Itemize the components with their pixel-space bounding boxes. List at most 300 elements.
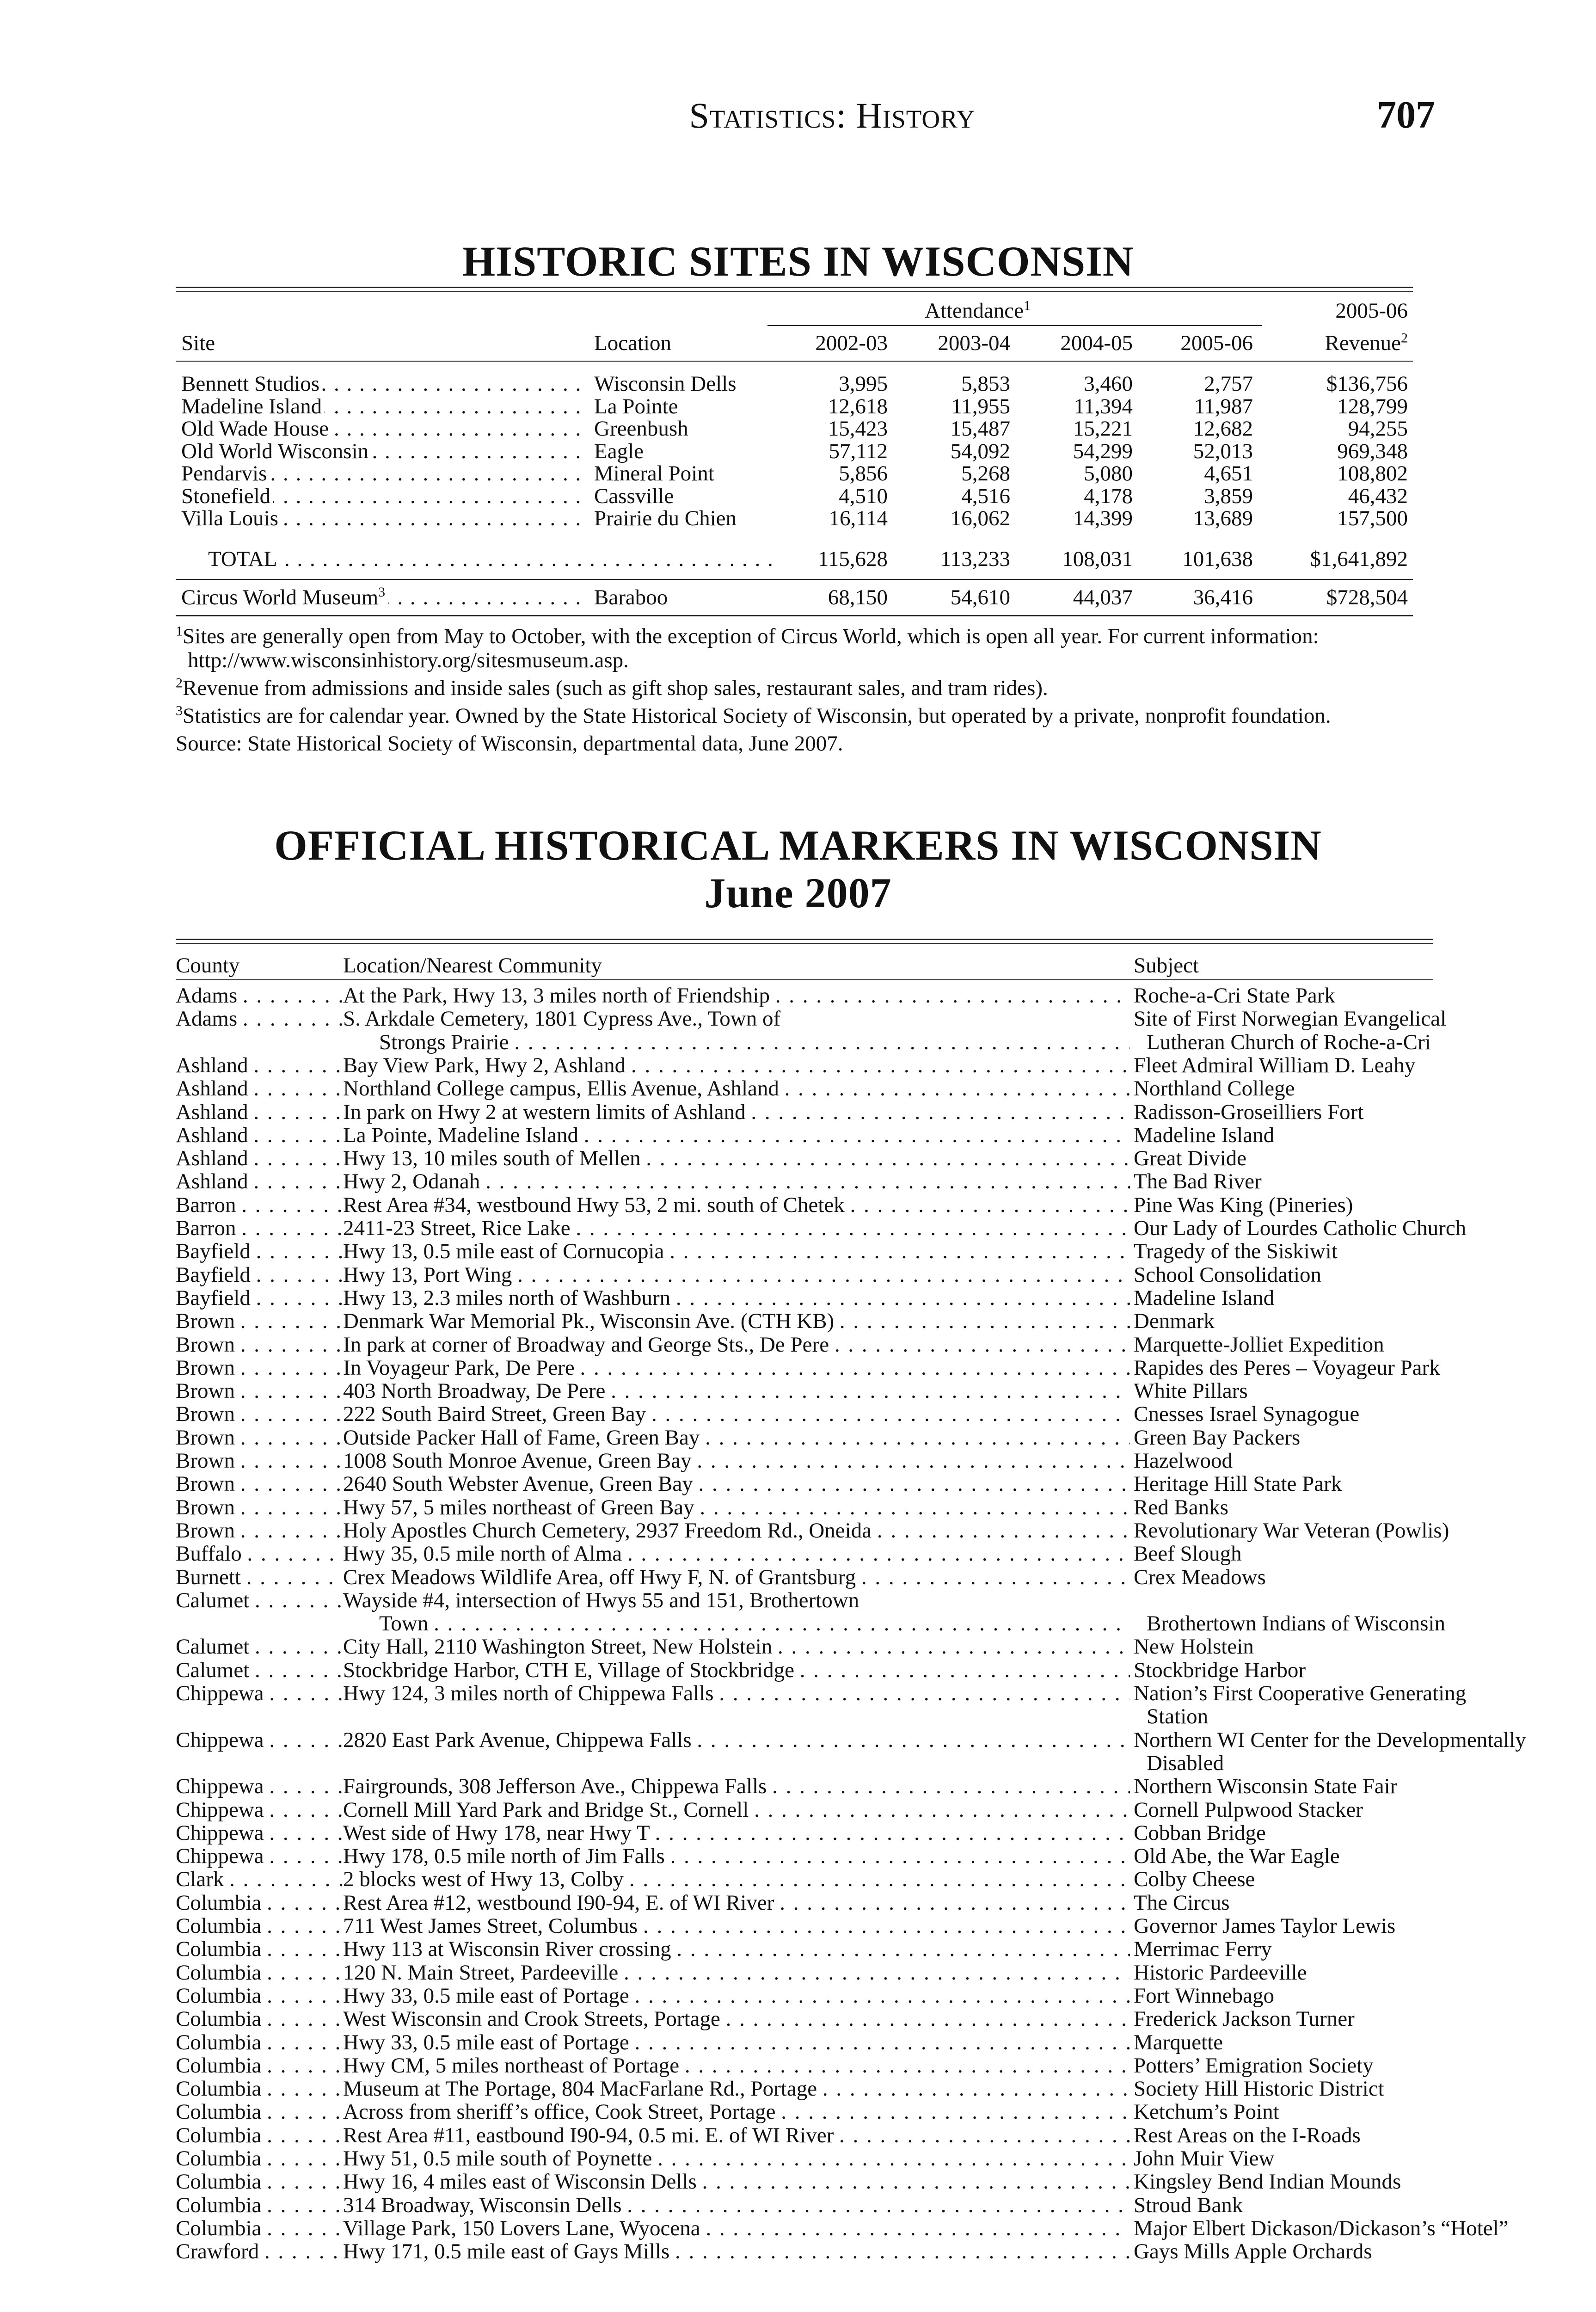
footnote-text: Revenue from admissions and inside sales (such as gift shop sales, restaurant sales, and tram rides).	[183, 676, 1048, 700]
attendance-value: 113,233	[940, 547, 1010, 571]
marker-location-text: 314 Broadway, Wisconsin Dells	[343, 2193, 627, 2217]
marker-county	[176, 1124, 342, 1147]
attendance-value: 52,013	[1193, 439, 1253, 463]
marker-subject: Merrimac Ferry	[1134, 1937, 1272, 1962]
marker-row	[176, 1891, 1433, 1914]
marker-county-text: Bayfield	[176, 1263, 256, 1286]
markers-subtitle: June 2007	[704, 869, 892, 916]
revenue-value: $728,504	[1326, 585, 1408, 609]
marker-row	[176, 1379, 1433, 1402]
attendance-value: 54,610	[950, 585, 1010, 609]
marker-location-text: West Wisconsin and Crook Streets, Portage	[343, 2007, 726, 2031]
marker-county-text: Ashland	[176, 1077, 254, 1101]
marker-location	[343, 1798, 1130, 1821]
footnote	[176, 676, 1433, 700]
site-name	[181, 485, 588, 507]
marker-location	[343, 1519, 1130, 1542]
year-header-2004-05: 2004-05	[1060, 331, 1133, 355]
markers-top-rule-2	[176, 943, 1433, 944]
marker-county	[176, 1333, 342, 1356]
marker-county-text: Bayfield	[176, 1240, 256, 1263]
attendance-value: 44,037	[1073, 585, 1133, 609]
col-site-header: Site	[181, 331, 215, 355]
col-subject-header: Subject	[1134, 953, 1199, 978]
marker-county	[176, 2194, 342, 2217]
marker-location-text: Hwy 171, 0.5 mile east of Gays Mills	[343, 2240, 675, 2263]
marker-county	[176, 1868, 342, 1891]
marker-location-text: 2820 East Park Avenue, Chippewa Falls	[343, 1728, 697, 1752]
marker-row	[176, 1472, 1433, 1495]
marker-row	[176, 1961, 1433, 1984]
marker-row	[176, 2147, 1433, 2170]
attendance-value: 101,638	[1182, 547, 1253, 571]
marker-row	[176, 1147, 1433, 1170]
revenue-value: $1,641,892	[1310, 547, 1408, 571]
marker-location-continued-text: Town	[379, 1612, 434, 1636]
marker-county	[176, 1845, 342, 1868]
marker-row	[176, 1216, 1467, 1240]
marker-county	[176, 1007, 342, 1030]
marker-location-text: 2411-23 Street, Rice Lake	[343, 1217, 576, 1240]
markers-header-row	[176, 954, 1433, 977]
marker-location	[343, 2100, 1130, 2123]
marker-row	[176, 2031, 1433, 2054]
marker-subject: Denmark	[1134, 1309, 1215, 1334]
marker-county-text: Chippewa	[176, 1845, 270, 1868]
site-name-text: Circus World Museum$^3$	[181, 586, 388, 609]
marker-row	[176, 1310, 1433, 1333]
year-header-2005-06: 2005-06	[1180, 331, 1253, 355]
attendance-value: 36,416	[1193, 585, 1253, 609]
marker-subject-continued: Brothertown Indians of Wisconsin	[1147, 1611, 1446, 1636]
marker-location-text: Hwy 124, 3 miles north of Chippewa Falls	[343, 1682, 719, 1705]
marker-county-text: Columbia	[176, 2216, 267, 2240]
marker-county-text: Columbia	[176, 2170, 267, 2194]
attendance-value: 15,423	[828, 417, 888, 441]
marker-location	[343, 1496, 1130, 1519]
marker-location	[343, 1937, 1130, 1961]
site-name	[181, 373, 588, 395]
attendance-value: 54,299	[1073, 439, 1133, 463]
marker-county-text: Barron	[176, 1193, 242, 1217]
col-county-header: County	[176, 954, 240, 977]
marker-row	[176, 984, 1433, 1007]
marker-location	[343, 1379, 1130, 1402]
marker-location-text: Wayside #4, intersection of Hwys 55 and 151, Brothertown	[343, 1588, 859, 1612]
marker-location	[343, 1240, 1130, 1263]
marker-row	[176, 1426, 1433, 1449]
marker-location	[343, 1775, 1130, 1798]
marker-county	[176, 1775, 342, 1798]
marker-row	[176, 2077, 1433, 2100]
marker-row-continued	[176, 1705, 1433, 1728]
marker-county-text: Ashland	[176, 1100, 254, 1124]
marker-county-text: Calumet	[176, 1635, 255, 1659]
marker-county	[176, 1891, 342, 1914]
marker-subject: John Muir View	[1134, 2146, 1275, 2171]
attendance-value: 14,399	[1073, 506, 1133, 530]
marker-location	[343, 1402, 1130, 1426]
marker-county-text: Brown	[176, 1333, 240, 1356]
site-name	[181, 418, 588, 440]
marker-row	[176, 1937, 1433, 1961]
marker-location	[343, 1845, 1130, 1868]
marker-row	[176, 1007, 1447, 1031]
marker-county	[176, 1263, 342, 1286]
marker-row	[176, 2194, 1433, 2217]
marker-location	[343, 2194, 1130, 2217]
marker-subject: Stockbridge Harbor	[1134, 1658, 1306, 1682]
marker-row	[176, 1728, 1526, 1752]
marker-subject: Fort Winnebago	[1134, 1983, 1275, 2008]
marker-row	[176, 1333, 1433, 1356]
marker-row	[176, 1077, 1433, 1100]
marker-location-text: Hwy 13, 2.3 miles north of Washburn	[343, 1286, 676, 1310]
marker-location-text: 403 North Broadway, De Pere	[343, 1379, 611, 1403]
marker-location	[343, 1007, 1130, 1030]
revenue-label: Revenue	[1325, 331, 1401, 355]
marker-county-text: Columbia	[176, 2007, 267, 2031]
marker-county	[176, 2124, 342, 2147]
marker-county-text: Crawford	[176, 2240, 264, 2263]
marker-county-text: Bayfield	[176, 1286, 256, 1310]
marker-county	[176, 1519, 342, 1542]
marker-subject: Cornell Pulpwood Stacker	[1134, 1797, 1363, 1822]
marker-location-text: In Voyageur Park, De Pere	[343, 1356, 580, 1379]
revenue-value: 157,500	[1337, 506, 1408, 530]
marker-location	[343, 1124, 1130, 1147]
marker-location-text: Hwy 13, 10 miles south of Mellen	[343, 1147, 646, 1170]
marker-location	[343, 1170, 1130, 1193]
attendance-value: 3,460	[1084, 372, 1133, 396]
marker-subject: Heritage Hill State Park	[1134, 1472, 1342, 1496]
marker-location-text: Hwy 2, Odanah	[343, 1170, 486, 1193]
revenue-value: 94,255	[1348, 417, 1408, 441]
marker-county-text: Chippewa	[176, 1798, 270, 1821]
marker-location-text: Holy Apostles Church Cemetery, 2937 Freedom Rd., Oneida	[343, 1519, 877, 1542]
marker-subject: Great Divide	[1134, 1146, 1247, 1171]
attendance-value: 4,651	[1204, 461, 1253, 486]
marker-row-continued	[176, 1752, 1433, 1775]
marker-county	[176, 1379, 342, 1402]
site-name	[181, 462, 588, 485]
marker-location-text: Hwy 33, 0.5 mile east of Portage	[343, 2030, 635, 2054]
marker-county-text: Buffalo	[176, 1542, 247, 1566]
marker-subject: Colby Cheese	[1134, 1867, 1255, 1892]
marker-location	[343, 1589, 1130, 1612]
year-header-2002-03: 2002-03	[815, 331, 888, 355]
marker-subject-continued: Lutheran Church of Roche-a-Cri	[1147, 1030, 1431, 1054]
marker-county-text: Columbia	[176, 2193, 267, 2217]
marker-location	[343, 2147, 1130, 2170]
marker-county-text: Columbia	[176, 2077, 267, 2101]
marker-location-text: La Pointe, Madeline Island	[343, 1123, 584, 1147]
marker-subject: Ketchum’s Point	[1134, 2100, 1279, 2124]
marker-subject: School Consolidation	[1134, 1262, 1322, 1287]
marker-subject: Rapides des Peres – Voyageur Park	[1134, 1355, 1440, 1380]
marker-subject: Roche-a-Cri State Park	[1134, 984, 1335, 1008]
marker-subject: The Bad River	[1134, 1169, 1262, 1194]
marker-row	[176, 1170, 1433, 1193]
marker-location	[343, 1449, 1130, 1472]
marker-location	[343, 1728, 1130, 1752]
marker-county	[176, 1286, 342, 1310]
revenue-value: 969,348	[1337, 439, 1408, 463]
marker-row	[176, 1193, 1433, 1217]
marker-row	[176, 2170, 1433, 2193]
marker-location-continued	[379, 1031, 1130, 1054]
marker-subject: Madeline Island	[1134, 1285, 1275, 1310]
attendance-value: 54,092	[950, 439, 1010, 463]
marker-location-text: Stockbridge Harbor, CTH E, Village of Stockbridge	[343, 1658, 800, 1682]
marker-row	[176, 1355, 1440, 1380]
attendance-header	[925, 300, 1031, 322]
marker-location-text: Hwy 113 at Wisconsin River crossing	[343, 1937, 677, 1961]
marker-county-text: Chippewa	[176, 1682, 270, 1705]
col-location-header: Location/Nearest Community	[343, 954, 602, 977]
marker-location	[343, 2077, 1130, 2100]
marker-location-text: Hwy 16, 4 miles east of Wisconsin Dells	[343, 2170, 702, 2194]
revenue-value: 46,432	[1348, 484, 1408, 508]
marker-location-text: Museum at The Portage, 804 MacFarlane Rd., Portage	[343, 2077, 823, 2101]
marker-row	[176, 1589, 1433, 1612]
marker-subject: Radisson-Groseilliers Fort	[1134, 1100, 1364, 1124]
marker-location	[343, 1961, 1130, 1984]
marker-subject: Tragedy of the Siskiwit	[1134, 1239, 1338, 1264]
marker-subject: Red Banks	[1134, 1495, 1228, 1519]
marker-row	[176, 1240, 1433, 1263]
marker-county	[176, 1589, 342, 1612]
marker-location-text: In park at corner of Broadway and George Sts., De Pere	[343, 1333, 835, 1356]
marker-location	[343, 2054, 1130, 2077]
marker-county-text: Columbia	[176, 2123, 267, 2147]
footnote-mark: 1	[176, 623, 183, 639]
attendance-label: Attendance	[925, 299, 1024, 323]
marker-county	[176, 984, 342, 1007]
marker-county	[176, 1147, 342, 1170]
marker-county-text: Clark	[176, 1868, 230, 1891]
marker-location	[343, 1472, 1130, 1495]
attendance-value: 15,487	[950, 417, 1010, 441]
marker-location-text: West side of Hwy 178, near Hwy T	[343, 1821, 655, 1845]
footnote-text: Statistics are for calendar year. Owned by the State Historical Society of Wisconsin, but operated by a private, nonprofit foundation.	[183, 704, 1331, 728]
marker-location-text: Hwy 35, 0.5 mile north of Alma	[343, 1542, 627, 1566]
site-location: Wisconsin Dells	[594, 372, 737, 396]
marker-row	[176, 1845, 1433, 1868]
marker-row	[176, 1868, 1433, 1891]
header-rule	[176, 361, 1413, 362]
marker-subject: Cnesses Israel Synagogue	[1134, 1402, 1360, 1427]
marker-location-text: Across from sheriff’s office, Cook Street, Portage	[343, 2100, 781, 2124]
site-name	[181, 507, 588, 529]
site-location: La Pointe	[594, 394, 678, 418]
marker-row	[176, 2124, 1433, 2147]
marker-county	[176, 2240, 342, 2263]
marker-county-text: Brown	[176, 1449, 240, 1472]
marker-county-text: Brown	[176, 1310, 240, 1333]
marker-county-text: Brown	[176, 1379, 240, 1403]
marker-row	[176, 1984, 1433, 2007]
marker-subject: Northland College	[1134, 1076, 1295, 1101]
marker-county-text: Columbia	[176, 1937, 267, 1961]
attendance-rule	[767, 325, 1262, 326]
source-note: Source: State Historical Society of Wisconsin, departmental data, June 2007.	[176, 732, 843, 756]
attendance-value: 5,268	[961, 461, 1010, 486]
marker-county-text: Columbia	[176, 2054, 267, 2077]
marker-county-text: Columbia	[176, 1914, 267, 1937]
marker-location-text: Hwy CM, 5 miles northeast of Portage	[343, 2054, 685, 2077]
marker-location-text: Hwy 57, 5 miles northeast of Green Bay	[343, 1495, 700, 1519]
marker-location	[343, 984, 1130, 1007]
marker-location	[343, 2031, 1130, 2054]
revenue-header	[1288, 332, 1408, 354]
marker-location	[343, 1635, 1130, 1658]
attendance-value: 68,150	[828, 585, 888, 609]
attendance-value: 4,510	[839, 484, 888, 508]
marker-location	[343, 1333, 1130, 1356]
attendance-value: 108,031	[1062, 547, 1133, 571]
attendance-value: 5,080	[1084, 461, 1133, 486]
historic-sites-title: HISTORIC SITES IN WISCONSIN	[462, 238, 1134, 285]
marker-location	[343, 1054, 1130, 1077]
marker-location	[343, 1984, 1130, 2007]
marker-subject: Fleet Admiral William D. Leahy	[1134, 1053, 1416, 1077]
marker-row	[176, 1775, 1433, 1798]
marker-row	[176, 1054, 1433, 1077]
marker-subject: Kingsley Bend Indian Mounds	[1134, 2170, 1401, 2194]
marker-row	[176, 1496, 1433, 1519]
marker-county	[176, 1542, 342, 1565]
year-header-2003-04: 2003-04	[938, 331, 1010, 355]
site-location: Cassville	[594, 484, 674, 508]
marker-county	[176, 1984, 342, 2007]
marker-county	[176, 1054, 342, 1077]
marker-row	[176, 2007, 1433, 2030]
attendance-value: 3,995	[839, 372, 888, 396]
site-name	[181, 395, 588, 418]
footnote	[176, 624, 1433, 672]
marker-county-text: Brown	[176, 1495, 240, 1519]
marker-county	[176, 1310, 342, 1333]
attendance-value: 16,114	[829, 506, 888, 530]
revenue-value: 128,799	[1337, 394, 1408, 418]
page-number: 707	[1377, 93, 1435, 136]
marker-row	[176, 1659, 1433, 1682]
attendance-value: 12,682	[1193, 417, 1253, 441]
attendance-value: 4,178	[1084, 484, 1133, 508]
marker-subject: Nation’s First Cooperative Generating	[1134, 1681, 1467, 1705]
marker-county-text: Chippewa	[176, 1821, 270, 1845]
marker-location	[343, 1914, 1130, 1937]
marker-county	[176, 2077, 342, 2100]
marker-county-text: Chippewa	[176, 1775, 270, 1798]
marker-county-text: Burnett	[176, 1565, 246, 1589]
marker-row	[176, 1542, 1433, 1565]
marker-row	[176, 1518, 1449, 1543]
marker-subject: Our Lady of Lourdes Catholic Church	[1134, 1216, 1467, 1240]
site-name-text: Old World Wisconsin	[181, 440, 371, 462]
marker-county	[176, 1449, 342, 1472]
marker-subject: Stroud Bank	[1134, 2193, 1243, 2217]
marker-row	[176, 1566, 1433, 1589]
marker-row	[176, 2240, 1433, 2263]
site-name	[208, 548, 777, 570]
marker-location-text: Northland College campus, Ellis Avenue, Ashland	[343, 1077, 785, 1101]
marker-subject-continued: Station	[1147, 1704, 1209, 1729]
marker-row	[176, 2216, 1509, 2240]
running-header: Statistics: History	[689, 95, 976, 135]
revenue-value: $136,756	[1326, 372, 1408, 396]
marker-location-text: Hwy 13, Port Wing	[343, 1263, 518, 1286]
marker-subject-continued: Disabled	[1147, 1751, 1224, 1775]
marker-county-text: Brown	[176, 1356, 240, 1379]
marker-location	[343, 1682, 1130, 1705]
marker-county-text: Ashland	[176, 1123, 254, 1147]
site-name-text: TOTAL	[208, 548, 280, 570]
marker-row	[176, 1124, 1433, 1147]
marker-county-text: Calumet	[176, 1658, 255, 1682]
marker-row	[176, 1798, 1433, 1821]
marker-subject: Historic Pardeeville	[1134, 1960, 1307, 1985]
historic-sites-footnotes	[176, 624, 1433, 756]
marker-row	[176, 1821, 1433, 1845]
marker-county	[176, 1798, 342, 1821]
col-location-header: Location	[594, 331, 672, 355]
marker-location	[343, 1193, 1130, 1217]
marker-location-text: Rest Area #34, westbound Hwy 53, 2 mi. south of Chetek	[343, 1193, 850, 1217]
marker-county	[176, 1566, 342, 1589]
marker-county-text: Ashland	[176, 1170, 254, 1193]
marker-county-text: Columbia	[176, 2147, 267, 2170]
marker-location-text: Denmark War Memorial Pk., Wisconsin Ave. (CTH KB)	[343, 1310, 840, 1333]
marker-row	[176, 1286, 1433, 1310]
marker-row-continued	[176, 1611, 1446, 1636]
marker-subject: Marquette	[1134, 2030, 1223, 2054]
marker-subject: Beef Slough	[1134, 1542, 1242, 1566]
marker-county-text: Brown	[176, 1402, 240, 1426]
marker-row	[176, 1449, 1433, 1472]
site-location: Baraboo	[594, 585, 668, 609]
marker-subject: Society Hill Historic District	[1134, 2077, 1384, 2101]
site-name	[181, 440, 588, 462]
marker-county	[176, 2054, 342, 2077]
marker-row	[176, 1263, 1433, 1286]
footnote-mark: 2	[176, 675, 183, 691]
marker-county-text: Chippewa	[176, 1728, 270, 1752]
markers-header-rule	[176, 979, 1433, 980]
marker-county	[176, 1496, 342, 1519]
marker-county	[176, 1217, 342, 1240]
marker-county	[176, 1937, 342, 1961]
marker-row-continued	[176, 1031, 1433, 1054]
footnote-mark: 3	[378, 586, 386, 600]
marker-subject: White Pillars	[1134, 1379, 1248, 1403]
marker-subject: Pine Was King (Pineries)	[1134, 1193, 1353, 1217]
marker-subject: Revolutionary War Veteran (Powlis)	[1134, 1518, 1449, 1543]
marker-location-text: Fairgrounds, 308 Jefferson Ave., Chippewa Falls	[343, 1775, 773, 1798]
marker-county	[176, 1193, 342, 1217]
marker-location	[343, 1542, 1130, 1565]
markers-top-rule	[176, 939, 1433, 940]
marker-location	[343, 2007, 1130, 2030]
marker-subject: Rest Areas on the I-Roads	[1134, 2123, 1361, 2147]
marker-county	[176, 1961, 342, 1984]
marker-county	[176, 1914, 342, 1937]
marker-subject: Governor James Taylor Lewis	[1134, 1914, 1396, 1938]
marker-county-text: Barron	[176, 1217, 242, 1240]
marker-county	[176, 1426, 342, 1449]
marker-subject: Cobban Bridge	[1134, 1820, 1266, 1845]
